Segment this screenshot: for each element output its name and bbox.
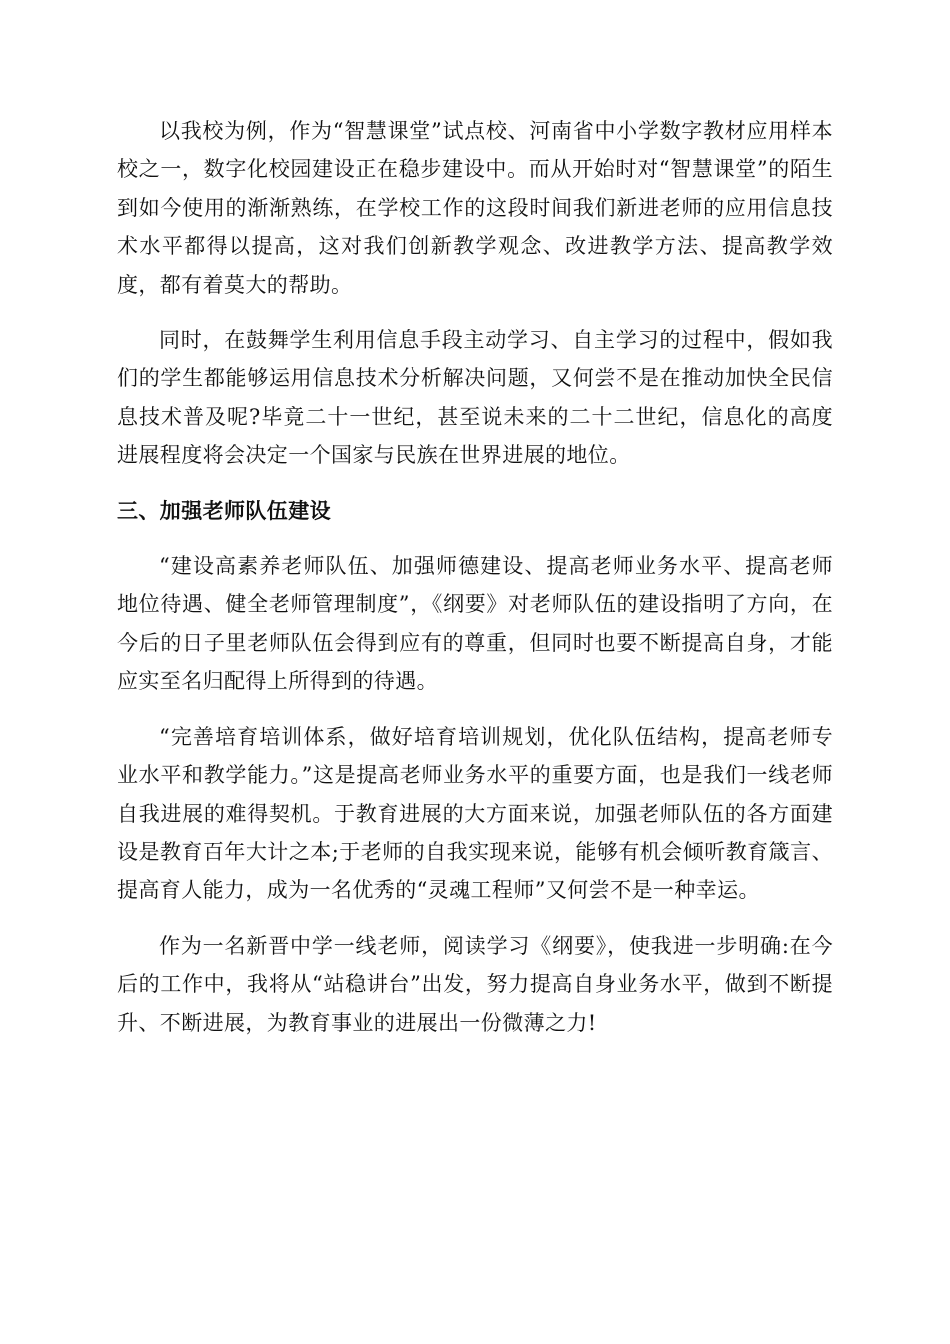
- body-paragraph: “完善培育培训体系，做好培育培训规划，优化队伍结构，提高老师专业水平和教学能力。”这是提高老师业务水平的重要方面，也是我们一线老师自我进展的难得契机。于教育进展的大方面来说，加强老师队伍的各方面建设是教育百年大计之本;于老师的自我实现来说，能够有机会倾听教育箴言、提高育人能力，成为一名优秀的“灵魂工程师”又何尝不是一种幸运。: [117, 724, 833, 903]
- body-paragraph: “建设高素养老师队伍、加强师德建设、提高老师业务水平、提高老师地位待遇、健全老师管理制度”，《纲要》对老师队伍的建设指明了方向，在今后的日子里老师队伍会得到应有的尊重，但同时也要不断提高自身，才能应实至名归配得上所得到的待遇。: [117, 554, 833, 694]
- document-body: [117, 112, 833, 1059]
- section-heading: 三、加强老师队伍建设: [117, 498, 331, 523]
- body-paragraph: 同时，在鼓舞学生利用信息手段主动学习、自主学习的过程中，假如我们的学生都能够运用信息技术分析解决问题，又何尝不是在推动加快全民信息技术普及呢?毕竟二十一世纪，甚至说未来的二十二世纪，信息化的高度进展程度将会决定一个国家与民族在世界进展的地位。: [117, 328, 833, 468]
- body-paragraph: 作为一名新晋中学一线老师，阅读学习《纲要》，使我进一步明确:在今后的工作中，我将从“站稳讲台”出发，努力提高自身业务水平，做到不断提升、不断进展，为教育事业的进展出一份微薄之力!: [117, 933, 833, 1035]
- body-paragraph: 以我校为例，作为“智慧课堂”试点校、河南省中小学数字教材应用样本校之一，数字化校园建设正在稳步建设中。而从开始时对“智慧课堂”的陌生到如今使用的渐渐熟练，在学校工作的这段时间我们新进老师的应用信息技术水平都得以提高，这对我们创新教学观念、改进教学方法、提高教学效度，都有着莫大的帮助。: [117, 119, 833, 297]
